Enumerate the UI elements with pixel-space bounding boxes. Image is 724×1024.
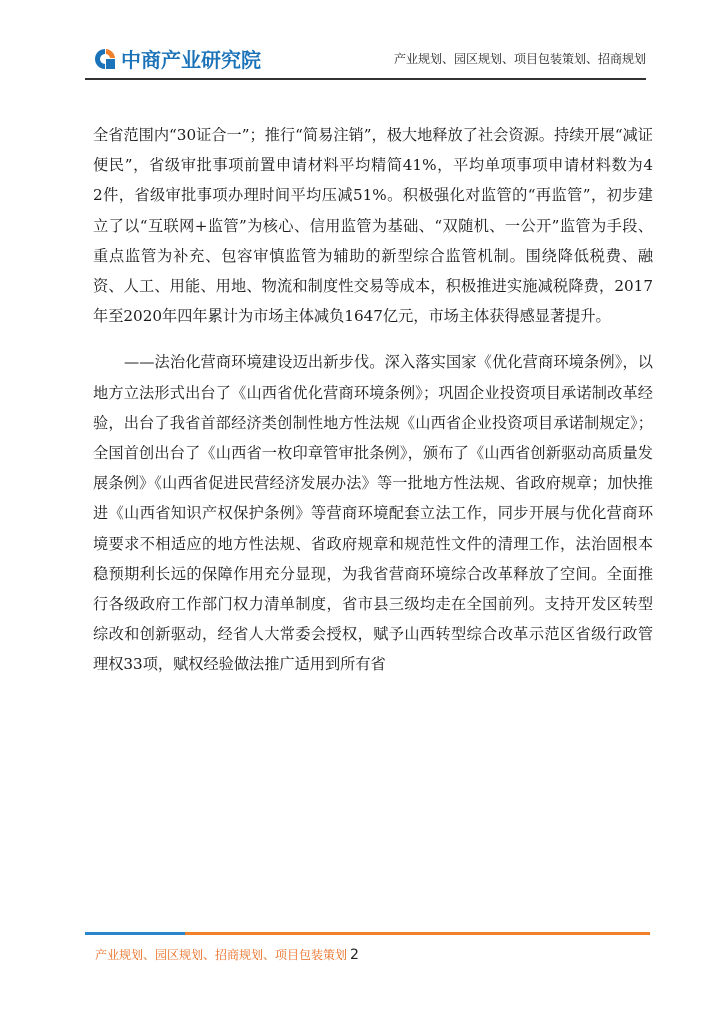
page-footer xyxy=(95,946,359,963)
cpi-logo-icon xyxy=(93,47,117,71)
company-logo xyxy=(93,44,261,73)
footer-divider-orange xyxy=(185,932,650,935)
footer-divider-blue xyxy=(85,932,185,935)
paragraph-1: 全省范围内“30证合一”；推行“简易注销”，极大地释放了社会资源。持续开展“减证便民”，省级审批事项前置申请材料平均精简41%，平均单项事项申请材料数为4 2件，省级审批事项办理时间平均压减51%。积极强化对监管的“再监管”，初步建立了以“互联网+监管”为核心、信用监管为基础、“双随机、一公开”监管为手段、重点监管为补充、包容审慎监管为辅助的新型综合监管机制。围绕降低税费、融资、人工、用能、用地、物流和制度性交易等成本，积极推进实施减税降费，2017年至2020年四年累计为市场主体减负1647亿元，市场主体获得感显著提升。 xyxy=(93,126,669,326)
logo-text: 中商产业研究院 xyxy=(121,48,261,72)
header-tagline: 产业规划、园区规划、项目包装策划、招商规划 xyxy=(393,52,646,66)
paragraph-2: ——法治化营商环境建设迈出新步伐。深入落实国家《优化营商环境条例》，以地方立法形式出台了《山西省优化营商环境条例》；巩固企业投资项目承诺制改革经验，出台了我省首部经济类创制性地方性法规《山西省企业投资项目承诺制规定》；全国首创出台了《山西省一枚印章管审批条例》，颁布了《山西省创新驱动高质量发展条例》《山西省促进民营经济发展办法》等一批地方性法规、省政府规章；加快推进《山西省知识产权保护条例》等营商环境配套立法工作，同步开展与优化营商环境要求不相适应的地方性法规、省政府规章和规范性文件的清理工作，法治固根本稳预期利长远的保障作用充分显现，为我省营商环境综合改革释放了空间。全面推行各级政府工作部门权力清单制度，省市县三级均走在全国前列。支持开发区转型综改和创新驱动，经省人大常委会授权，赋予山西转型综合改革示范区省级行政管理权33项，赋权经验做法推广适用到所有省 xyxy=(93,353,653,674)
page-number: 2 xyxy=(350,947,359,963)
header-divider xyxy=(85,78,646,80)
page-header xyxy=(0,0,724,86)
document-body xyxy=(93,120,669,680)
footer-text: 产业规划、园区规划、招商规划、项目包装策划 xyxy=(95,948,348,962)
footer-divider xyxy=(85,932,650,935)
